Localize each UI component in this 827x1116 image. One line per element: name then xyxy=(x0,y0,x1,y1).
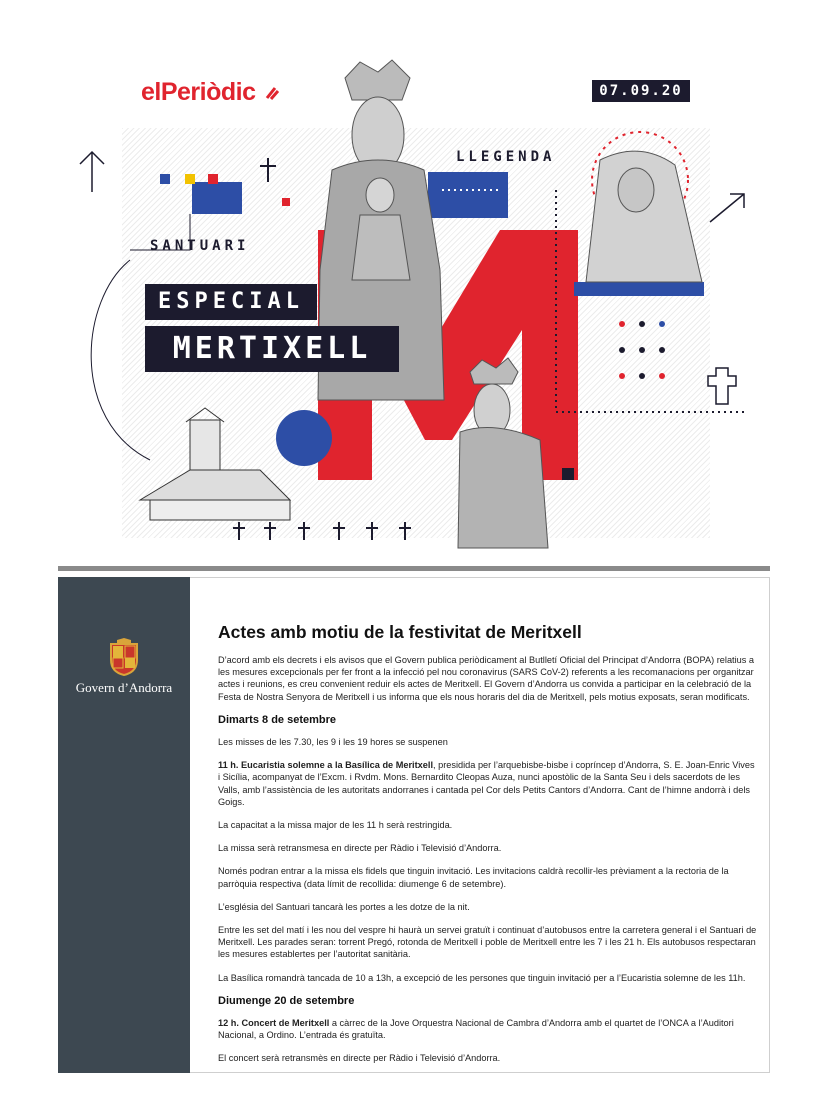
day1-paragraph-6: L’església del Santuari tancarà les portes a les dotze de la nit. xyxy=(218,901,470,912)
issue-date: 07.09.20 xyxy=(592,80,690,102)
day2-paragraph-1 xyxy=(218,1017,758,1041)
blue-bar-right xyxy=(574,282,704,296)
government-name: Govern d’Andorra xyxy=(75,680,173,695)
day1-paragraph-8: La Basílica romandrà tancada de 10 a 13h, a excepció de les persones que tinguin invitació per a l’Eucaristia solemne de les 11h. xyxy=(218,972,746,983)
blue-square-small xyxy=(192,182,242,214)
dot-grid xyxy=(619,321,665,379)
blue-circle xyxy=(276,410,332,466)
logo-text: elPeriòdic xyxy=(141,78,256,106)
title-especial: ESPECIAL xyxy=(145,284,317,320)
announcement-title: Actes amb motiu de la festivitat de Meritxell xyxy=(218,622,582,642)
label-santuari: SANTUARI xyxy=(150,238,250,254)
title-mertixell: MERTIXELL xyxy=(145,326,399,372)
day1-paragraph-1: Les misses de les 7.30, les 9 i les 19 hores se suspenen xyxy=(218,737,448,748)
chapel-drawing xyxy=(140,408,290,520)
cross-icon xyxy=(260,158,276,182)
arrow-diagonal-icon xyxy=(710,194,744,222)
intro-paragraph: D’acord amb els decrets i els avisos que el Govern publica periòdicament al Butlletí Oficial del Principat d’Andorra (BOPA) relatius a les mesures excepcionals per fer front a la infecció pel nou coronavirus (SARS CoV-2) referents a les recomanacions per organitzar actes i reunions, es creu convenient reduir els actes de Meritxell. El Govern d’Andorra us convida a participar en la celebració de la Festa de Nostra Senyora de Meritxell i us informa que els nous horaris del dia de Meritxell, pels motius exposats, seran modificats. xyxy=(218,655,755,702)
day2-heading: Diumenge 20 de setembre xyxy=(218,994,355,1007)
day1-paragraph-3: La capacitat a la missa major de les 11 h serà restringida. xyxy=(218,820,453,831)
day2-concert-title: 12 h. Concert de Meritxell xyxy=(218,1018,330,1029)
day1-paragraph-5: Només podran entrar a la missa els fidels que tinguin invitació. Les invitacions caldrà recollir-les prèviament a la rectoria de la parròquia respectiva (data límit de recollida: diumenge 6 de setembre). xyxy=(218,866,729,889)
day1-paragraph-4: La missa serà retransmesa en directe per Ràdio i Televisió d’Andorra. xyxy=(218,843,502,854)
arrow-up-icon xyxy=(80,152,104,192)
day1-paragraph-7: Entre les set del matí i les nou del vespre hi haurà un servei gratuït i continuat d’autobusos entre la carretera general i el Santuari de Meritxell. Les parades seran: torrent Pregó, rotonda de Meritxell i poble de Meritxell entre les 7 i les 21 h. Els autobusos respectaran les mesures establertes per l’autoritat sanitària. xyxy=(218,925,757,960)
day1-heading: Dimarts 8 de setembre xyxy=(218,713,336,726)
blue-block xyxy=(428,172,508,218)
curved-arrow xyxy=(91,260,150,460)
section-divider xyxy=(58,566,770,571)
day2-paragraph-2: El concert serà retransmès en directe per Ràdio i Televisió d’Andorra. xyxy=(218,1053,501,1064)
day1-mass-title: 11 h. Eucaristia solemne a la Basílica de Meritxell xyxy=(218,760,433,771)
day2-concert-details: a càrrec de la Jove Orquestra Nacional de Cambra d’Andorra amb el quartet de l’ONCA a l’Auditori Nacional, a Ordino. L’entrada és gratuïta. xyxy=(218,1018,734,1041)
coat-of-arms-icon xyxy=(107,638,141,676)
announcement-body xyxy=(218,622,758,1076)
cross-row xyxy=(233,522,411,540)
day1-mass-details: , presidida per l’arquebisbe-bisbe i copríncep d’Andorra, S. E. Joan-Enric Vives i Sicília, acompanyat de l’Excm. i Rvdm. Mons. Bernardito Cleopas Auza, nunci apostòlic de la Santa Seu i dels sacerdots de les Valls, amb l’assistència de les autoritats andorranes i cantada pel Cor dels Petits Cantors d’Andorra. Cant de l’himne andorrà i dels Goigs. xyxy=(218,760,755,807)
label-llegenda: LLEGENDA xyxy=(456,149,556,165)
cross-icon-outline xyxy=(708,368,736,404)
saint-statue-right xyxy=(586,151,702,282)
day1-paragraph-2 xyxy=(218,759,758,808)
